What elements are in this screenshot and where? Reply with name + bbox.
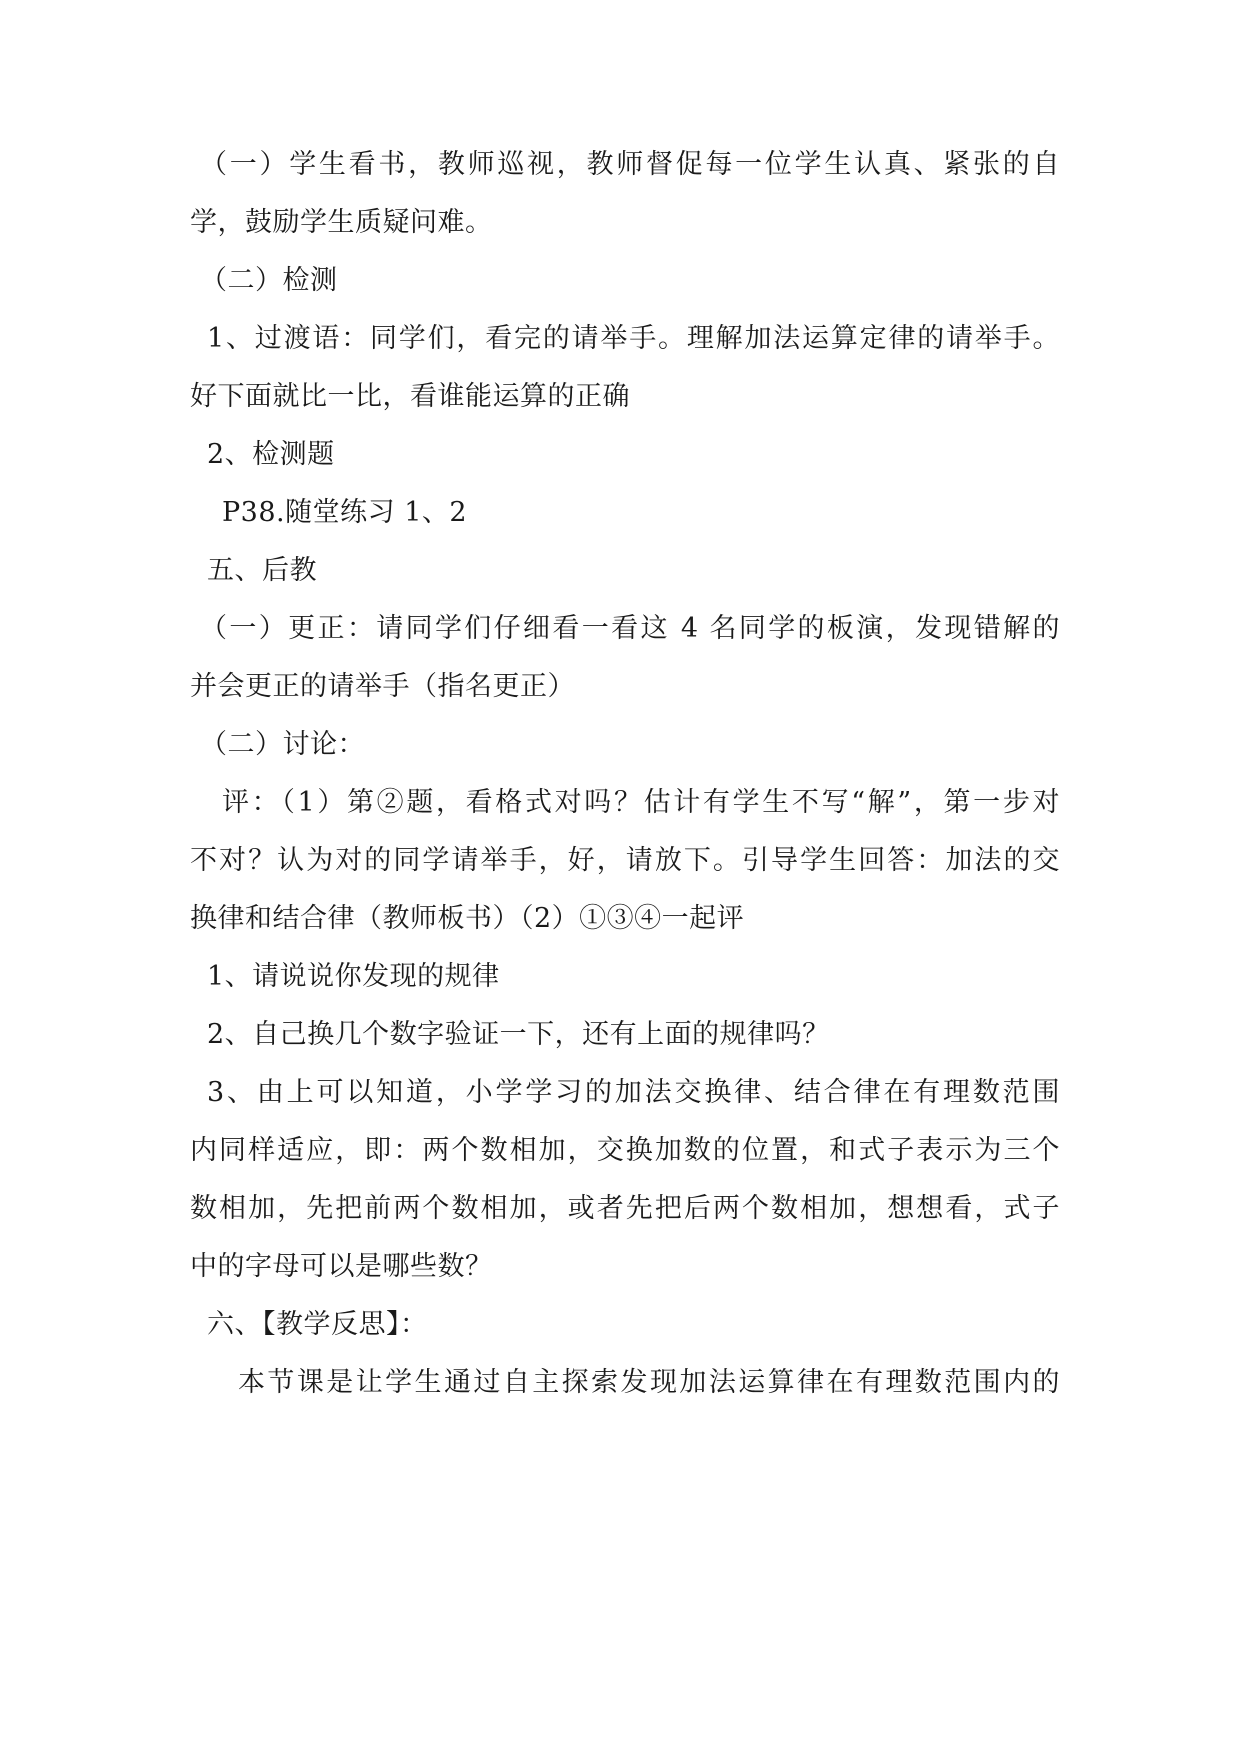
- paragraph-line: 好下面就比一比，看谁能运算的正确: [190, 381, 630, 412]
- paragraph-line: 换律和结合律（教师板书）（2）①③④一起评: [190, 903, 745, 934]
- paragraph-line: 不对？认为对的同学请举手，好，请放下。引导学生回答：加法的交: [190, 845, 1060, 876]
- list-item: 2、检测题: [207, 439, 335, 470]
- section-heading: 六、【教学反思】：: [207, 1309, 428, 1340]
- section-heading: 五、后教: [207, 555, 317, 586]
- paragraph-line: 内同样适应，即：两个数相加，交换加数的位置，和式子表示为三个: [190, 1135, 1060, 1166]
- paragraph-line: 学，鼓励学生质疑问难。: [190, 207, 493, 238]
- paragraph-line: 本节课是让学生通过自主探索发现加法运算律在有理数范围内的: [238, 1367, 1060, 1398]
- list-item: 2、自己换几个数字验证一下，还有上面的规律吗？: [207, 1019, 830, 1050]
- section-heading: （二）讨论：: [200, 729, 365, 760]
- section-heading: （二）检测: [200, 265, 338, 296]
- paragraph-line: P38.随堂练习 1、2: [222, 497, 468, 528]
- paragraph-line: 中的字母可以是哪些数？: [190, 1251, 493, 1282]
- paragraph-line: 数相加，先把前两个数相加，或者先把后两个数相加，想想看，式子: [190, 1193, 1060, 1224]
- paragraph-line: （一）学生看书，教师巡视，教师督促每一位学生认真、紧张的自: [200, 149, 1060, 180]
- paragraph-line: （一）更正：请同学们仔细看一看这 4 名同学的板演，发现错解的: [200, 613, 1060, 644]
- list-item: 1、请说说你发现的规律: [207, 961, 500, 992]
- paragraph-line: 评：（1）第②题，看格式对吗？估计有学生不写“解”，第一步对: [222, 787, 1060, 818]
- paragraph-line: 1、过渡语：同学们，看完的请举手。理解加法运算定律的请举手。: [207, 323, 1060, 354]
- paragraph-line: 并会更正的请举手（指名更正）: [190, 671, 575, 702]
- list-item: 3、由上可以知道，小学学习的加法交换律、结合律在有理数范围: [207, 1077, 1060, 1108]
